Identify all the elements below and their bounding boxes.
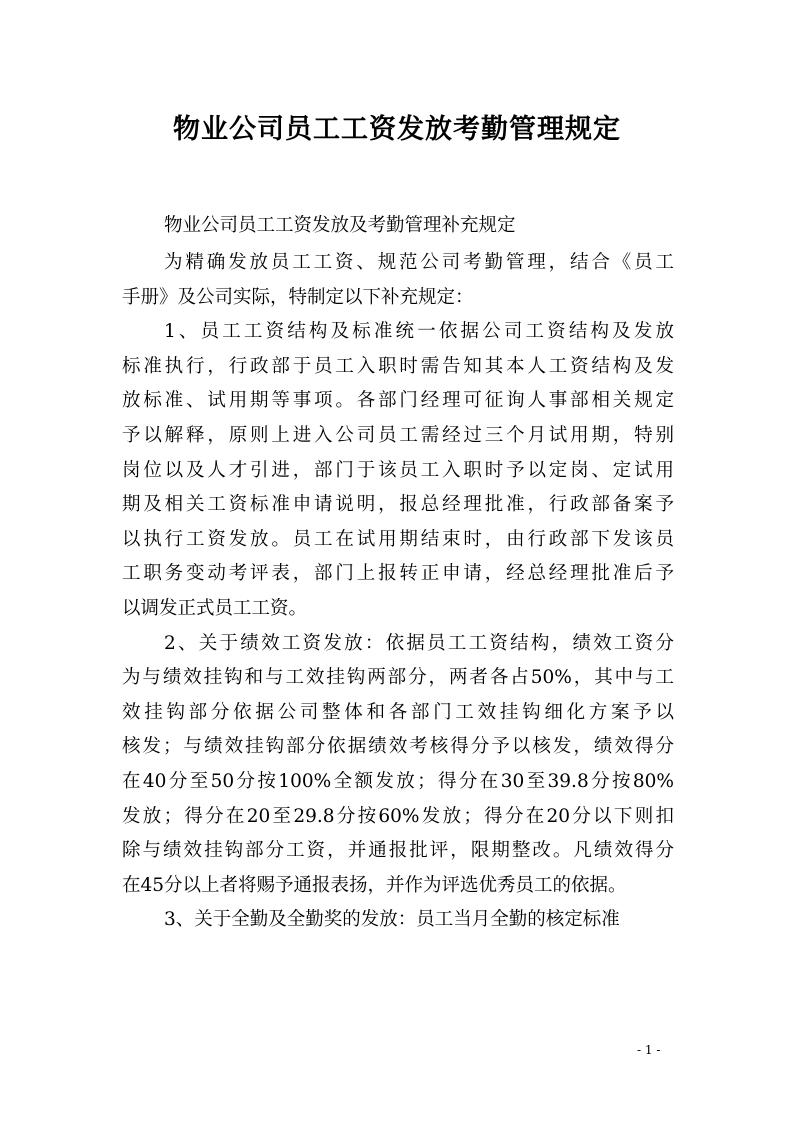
- subtitle: 物业公司员工工资发放及考勤管理补充规定: [164, 215, 516, 236]
- paragraph-line: 发放；得分在20至29.8分按60%发放；得分在20分以下则扣: [122, 805, 674, 827]
- paragraph: [122, 903, 674, 938]
- paragraph-line: 在45分以上者将赐予通报表扬，并作为评选优秀员工的依据。: [122, 874, 627, 896]
- paragraph-line: 工职务变动考评表，部门上报转正申请，经总经理批准后予: [122, 563, 674, 585]
- paragraph: [122, 315, 674, 626]
- paragraph-line: 除与绩效挂钩部分工资，并通报批评，限期整改。凡绩效得分: [122, 840, 674, 862]
- paragraph-list: [122, 246, 674, 938]
- paragraph-line: 效挂钩部分依据公司整体和各部门工效挂钩细化方案予以: [122, 701, 674, 723]
- paragraph-line: 在40分至50分按100%全额发放；得分在30至39.8分按80%: [122, 770, 674, 792]
- paragraph-line: 为精确发放员工工资、规范公司考勤管理，结合《员工: [164, 252, 674, 273]
- document-title: 物业公司员工工资发放考勤管理规定: [173, 114, 621, 145]
- paragraph-line: 手册》及公司实际，特制定以下补充规定：: [122, 286, 474, 308]
- paragraph-line: 放标准、试用期等事项。各部门经理可征询人事部相关规定: [122, 390, 674, 412]
- document-body: [122, 211, 674, 938]
- paragraph-line: 以调发正式员工工资。: [122, 597, 308, 619]
- paragraph-line: 1、员工工资结构及标准统一依据公司工资结构及发放: [164, 321, 674, 343]
- paragraph-line: 为与绩效挂钩和与工效挂钩两部分，两者各占50%，其中与工: [122, 667, 674, 689]
- paragraph: [122, 246, 674, 315]
- paragraph: [122, 627, 674, 904]
- paragraph-line: 2、关于绩效工资发放：依据员工工资结构，绩效工资分: [164, 632, 674, 654]
- paragraph-line: 岗位以及人才引进，部门于该员工入职时予以定岗、定试用: [122, 459, 674, 481]
- paragraph-line: 3、关于全勤及全勤奖的发放：员工当月全勤的核定标准: [164, 909, 620, 931]
- page-number: - 1 -: [637, 1043, 661, 1057]
- paragraph-line: 标准执行，行政部于员工入职时需告知其本人工资结构及发: [122, 355, 674, 377]
- paragraph-line: 以执行工资发放。员工在试用期结束时，由行政部下发该员: [122, 528, 674, 550]
- paragraph-line: 核发；与绩效挂钩部分依据绩效考核得分予以核发，绩效得分: [122, 736, 674, 758]
- paragraph-line: 期及相关工资标准申请说明，报总经理批准，行政部备案予: [122, 494, 674, 516]
- paragraph-line: 予以解释，原则上进入公司员工需经过三个月试用期，特别: [122, 424, 674, 446]
